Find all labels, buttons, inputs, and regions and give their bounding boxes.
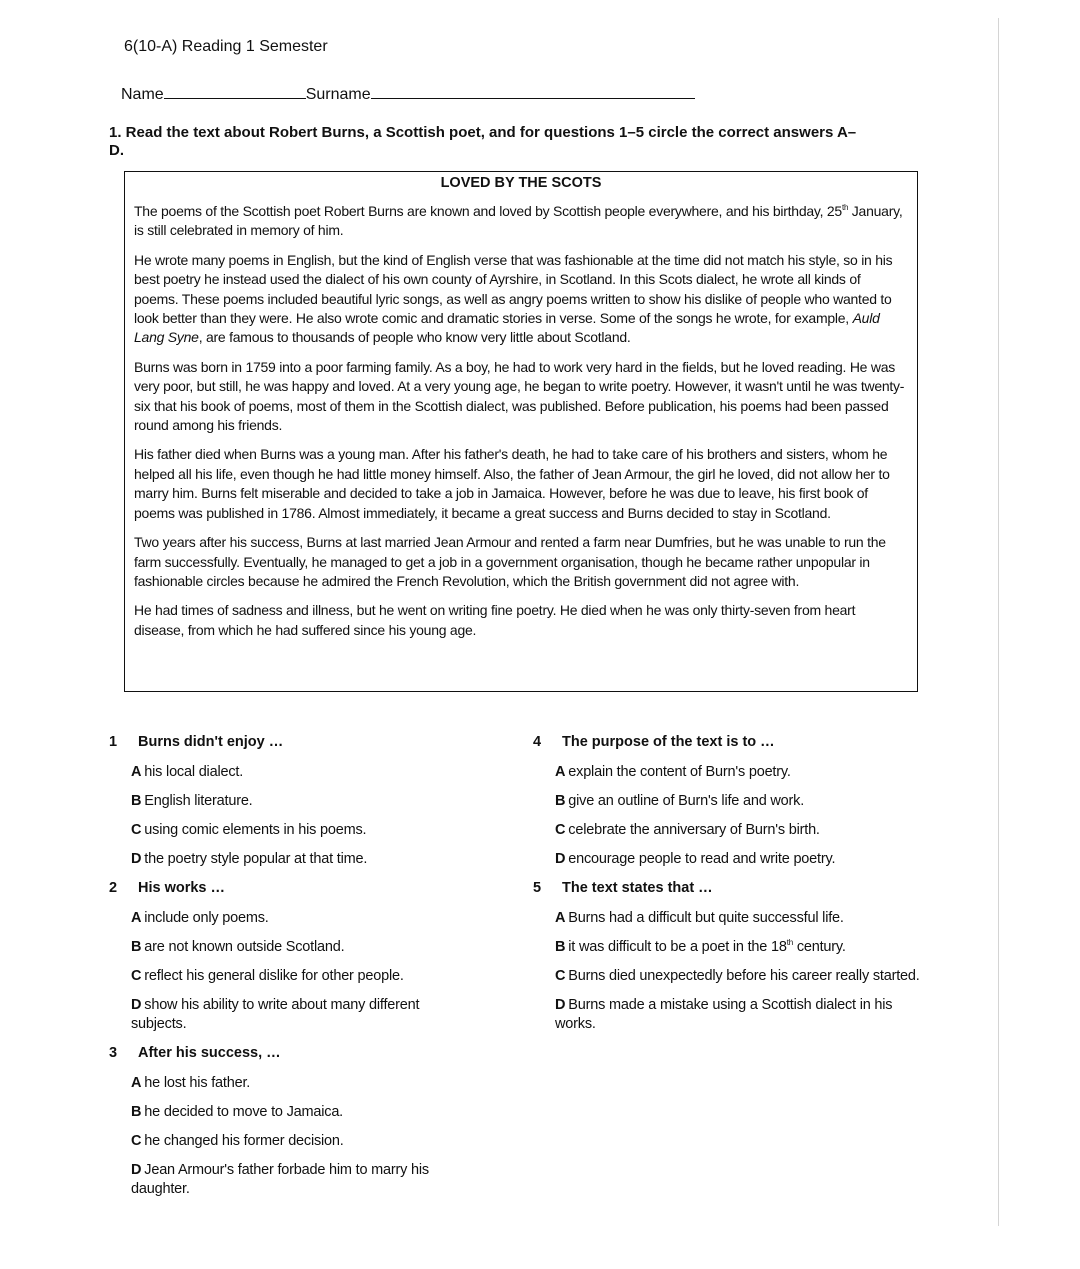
option-letter: D <box>131 997 142 1013</box>
question-stem: After his success, … <box>138 1045 281 1061</box>
option-text: show his ability to write about many different subjects. <box>131 997 420 1032</box>
option-text: he lost his father. <box>144 1075 251 1091</box>
question-number: 4 <box>533 734 542 750</box>
name-label: Name <box>121 86 164 103</box>
option-text: he decided to move to Jamaica. <box>144 1104 344 1120</box>
option-letter: A <box>131 764 142 780</box>
option-letter: C <box>131 822 142 838</box>
article-paragraph-4: His father died when Burns was a young man. After his father's death, he had to take care of his brothers and sisters, whom he helped all his life, even though he had little money himself. Also, the father of Jean Armour, the girl he loved, did not allow her to marry him. Burns felt miserable and decided to take a job in Jamaica. However, before he was due to leave, his first book of poems was published in 1786. Almost immediately, it became a great success and Burns decided to stay in Scotland. <box>134 446 890 521</box>
option-letter: B <box>131 939 142 955</box>
song-title: Auld Lang Syne <box>134 310 880 346</box>
option-5b[interactable] <box>555 938 928 957</box>
option-text: Burns died unexpectedly before his career really started. <box>568 968 920 984</box>
p2-text-b: , are famous to thousands of people who know very little about Scotland. <box>198 329 631 346</box>
option-3b[interactable] <box>131 1103 459 1122</box>
name-blank[interactable] <box>164 83 306 99</box>
question-number: 5 <box>533 880 542 896</box>
questions-right-column <box>533 733 928 1044</box>
p2-text-a: He wrote many poems in English, but the kind of English verse that was fashionable at the time did not match his style, so in his best poetry he instead used the dialect of his own county of Ayrshire, in Scotland. In this Scots dialect, he wrote all kinds of poems. These poems included beautiful lyric songs, as well as angry poems written to show his dislike of people who wanted to look better than they were. He also wrote comic and dramatic stories in verse. Some of the songs he wrote, for example, <box>134 251 893 327</box>
option-letter: D <box>555 851 566 867</box>
question-1 <box>109 733 459 869</box>
surname-blank[interactable] <box>371 83 695 99</box>
option-1a[interactable] <box>131 763 459 782</box>
option-text: he changed his former decision. <box>144 1133 344 1149</box>
article-paragraph-6: He had times of sadness and illness, but he went on writing fine poetry. He died when he was only thirty-seven from heart disease, from which he had suffered since his young age. <box>134 602 856 638</box>
page-edge-divider <box>998 18 999 1226</box>
article-paragraph-5: Two years after his success, Burns at last married Jean Armour and rented a farm near Dumfries, but he was unable to run the farm successfully. Eventually, he managed to get a job in a government organisation, though he became rather unpopular in fashionable circles because he admired the French Revolution, which the British government did not agree with. <box>134 534 886 589</box>
option-text: give an outline of Burn's life and work. <box>568 793 805 809</box>
questions-left-column <box>109 733 459 1209</box>
option-2d[interactable] <box>131 996 459 1034</box>
option-letter: B <box>555 939 566 955</box>
option-1d[interactable] <box>131 850 459 869</box>
option-4b[interactable] <box>555 792 928 811</box>
surname-label: Surname <box>305 86 371 103</box>
option-letter: D <box>131 851 142 867</box>
option-letter: A <box>131 1075 142 1091</box>
option-3a[interactable] <box>131 1074 459 1093</box>
option-2c[interactable] <box>131 967 459 986</box>
article-box <box>124 171 918 692</box>
option-text: are not known outside Scotland. <box>144 939 345 955</box>
article-paragraph-3: Burns was born in 1759 into a poor farming family. As a boy, he had to work very hard in the fields, but he loved reading. He was very poor, but still, he was happy and loved. At a very young age, he began to write poetry. However, it wasn't until he was twenty-six that his book of poems, most of them in the Scottish dialect, was published. Before publication, his poems had been passed round among his friends. <box>134 358 905 434</box>
option-text: Burns had a difficult but quite successful life. <box>568 910 844 926</box>
question-3 <box>109 1044 459 1199</box>
option-2b[interactable] <box>131 938 459 957</box>
option-letter: D <box>131 1162 142 1178</box>
option-text: the poetry style popular at that time. <box>144 851 368 867</box>
option-text-end: century. <box>793 939 846 955</box>
option-text: Jean Armour's father forbade him to marry his daughter. <box>131 1162 429 1197</box>
question-stem: His works … <box>138 880 226 896</box>
option-text: it was difficult to be a poet in the 18 <box>568 939 787 955</box>
option-5c[interactable] <box>555 967 928 986</box>
option-text: Burns made a mistake using a Scottish dialect in his works. <box>555 997 893 1032</box>
option-letter: A <box>131 910 142 926</box>
option-1c[interactable] <box>131 821 459 840</box>
question-4 <box>533 733 928 869</box>
option-letter: B <box>131 1104 142 1120</box>
option-3c[interactable] <box>131 1132 459 1151</box>
option-4a[interactable] <box>555 763 928 782</box>
question-5 <box>533 879 928 1034</box>
option-4d[interactable] <box>555 850 928 869</box>
question-number: 3 <box>109 1045 118 1061</box>
question-stem: The text states that … <box>562 880 713 896</box>
option-letter: B <box>555 793 566 809</box>
option-text: English literature. <box>144 793 253 809</box>
option-letter: D <box>555 997 566 1013</box>
p1-text-b: January, is still celebrated in memory of him. <box>134 203 903 239</box>
question-number: 2 <box>109 880 118 896</box>
question-stem: Burns didn't enjoy … <box>138 734 284 750</box>
option-text: using comic elements in his poems. <box>144 822 367 838</box>
option-letter: C <box>555 968 566 984</box>
option-text: explain the content of Burn's poetry. <box>568 764 791 780</box>
option-letter: A <box>555 764 566 780</box>
p1-superscript: th <box>841 203 849 212</box>
option-letter: C <box>131 968 142 984</box>
option-text: include only poems. <box>144 910 269 926</box>
option-text: encourage people to read and write poetry. <box>568 851 836 867</box>
option-4c[interactable] <box>555 821 928 840</box>
question-stem: The purpose of the text is to … <box>562 734 775 750</box>
option-3d[interactable] <box>131 1161 459 1199</box>
option-text: celebrate the anniversary of Burn's birth. <box>568 822 820 838</box>
option-5d[interactable] <box>555 996 928 1034</box>
option-letter: A <box>555 910 566 926</box>
option-letter: C <box>555 822 566 838</box>
question-2 <box>109 879 459 1034</box>
course-heading: 6(10-A) Reading 1 Semester <box>124 38 328 55</box>
article-title: LOVED BY THE SCOTS <box>440 175 602 191</box>
option-1b[interactable] <box>131 792 459 811</box>
name-surname-line <box>121 83 695 104</box>
question-number: 1 <box>109 734 118 750</box>
option-5a[interactable] <box>555 909 928 928</box>
task-instruction: 1. Read the text about Robert Burns, a Scottish poet, and for questions 1–5 circle the correct answers A–D. <box>109 124 857 159</box>
option-text: his local dialect. <box>144 764 244 780</box>
option-text: reflect his general dislike for other people. <box>144 968 404 984</box>
option-letter: C <box>131 1133 142 1149</box>
option-superscript: th <box>786 938 793 947</box>
p1-text-a: The poems of the Scottish poet Robert Burns are known and loved by Scottish people everywhere, and his birthday, 25 <box>134 203 842 219</box>
option-letter: B <box>131 793 142 809</box>
article-paragraph-2 <box>134 251 908 348</box>
article-paragraph-1 <box>134 202 908 241</box>
option-2a[interactable] <box>131 909 459 928</box>
